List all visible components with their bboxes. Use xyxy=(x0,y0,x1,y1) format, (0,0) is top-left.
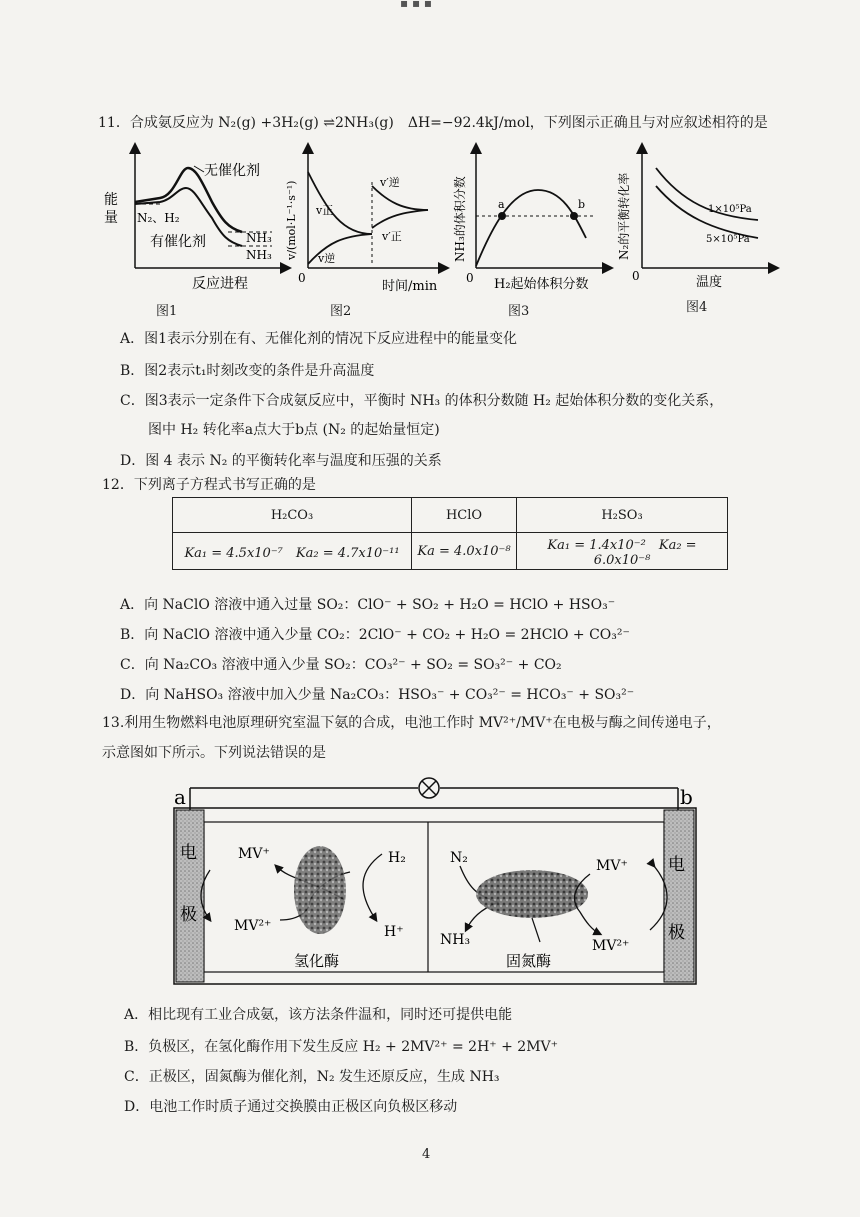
fig2-ylabel: v/(mol·L⁻¹·s⁻¹) xyxy=(285,180,298,260)
fig3-xlabel: H₂起始体积分数 xyxy=(494,277,589,292)
fig2-curve-forward-after xyxy=(372,210,428,228)
fig1-caption: 图1 xyxy=(156,304,178,319)
left-mv-plus: MV⁺ xyxy=(238,846,270,862)
q13-option-c: C．正极区，固氮酶为催化剂，N₂ 发生还原反应，生成 NH₃ xyxy=(124,1069,500,1085)
q13-option-b: B．负极区，在氢化酶作用下发生反应 H₂ + 2MV²⁺ = 2H⁺ + 2MV⁺ xyxy=(124,1039,559,1055)
fig2-curve-reverse-after xyxy=(372,186,428,210)
hydrogenase-icon xyxy=(294,846,346,934)
fig3-point-a xyxy=(498,212,506,220)
q12-option-d: D．向 NaHSO₃ 溶液中加入少量 Na₂CO₃：HSO₃⁻ + CO₃²⁻ = HCO₃⁻ + SO₃²⁻ xyxy=(120,687,635,703)
fig4-conversion-graph xyxy=(612,142,777,292)
electrode-left-char1: 电 xyxy=(180,843,197,863)
left-h2: H₂ xyxy=(388,850,406,866)
fig1-xlabel: 反应进程 xyxy=(192,276,248,292)
fuel-cell-diagram xyxy=(160,770,720,990)
q13-stem-line2: 示意图如下所示。下列说法错误的是 xyxy=(102,745,326,761)
fig1-label-no-catalyst: 无催化剂 xyxy=(204,163,260,179)
fig2-caption: 图2 xyxy=(330,304,352,319)
header-mark: ▪ ▪ ▪ xyxy=(400,0,433,10)
fig2-label-vneg: v逆 xyxy=(318,252,336,265)
fig4-label-1e5: 1×10⁵Pa xyxy=(708,204,752,215)
cell-outer xyxy=(174,808,696,984)
fig3-caption: 图3 xyxy=(508,304,530,319)
ka-header-hclo: HClO xyxy=(412,498,517,533)
right-mv-plus: MV⁺ xyxy=(596,858,628,874)
fig2-curve-forward xyxy=(308,172,372,234)
fig2-label-vneg2: v′逆 xyxy=(380,176,400,189)
fig1-label-catalyst: 有催化剂 xyxy=(150,234,206,250)
ka-header-h2so3: H₂SO₃ xyxy=(517,498,728,533)
fig2-label-vpos2: v′正 xyxy=(382,230,402,243)
left-h-plus: H⁺ xyxy=(384,924,404,940)
fig2-rate-graph xyxy=(285,142,448,294)
q12-option-c: C．向 Na₂CO₃ 溶液中通入少量 SO₂：CO₃²⁻ + SO₂ = SO₃²⁻ + CO₂ xyxy=(120,657,562,673)
fig3-curve xyxy=(476,190,586,266)
q12-stem: 12．下列离子方程式书写正确的是 xyxy=(102,477,316,493)
right-mv-2plus: MV²⁺ xyxy=(592,938,630,954)
fig3-label-b: b xyxy=(578,198,586,211)
fig3-volume-fraction-graph xyxy=(450,142,610,292)
q11-option-c-cont: 图中 H₂ 转化率a点大于b点 (N₂ 的起始量恒定) xyxy=(120,422,440,438)
fig2-label-vpos: v正 xyxy=(316,204,334,217)
q11-option-d: D．图 4 表示 N₂ 的平衡转化率与温度和压强的关系 xyxy=(120,453,442,469)
fig4-origin: 0 xyxy=(632,269,640,283)
ka-header-h2co3: H₂CO₃ xyxy=(173,498,412,533)
q13-stem-line1: 13.利用生物燃料电池原理研究室温下氨的合成，电池工作时 MV²⁺/MV⁺在电极与酶之间传递电子， xyxy=(102,715,721,731)
label-electrode-a: a xyxy=(174,785,186,809)
q12-option-a: A．向 NaClO 溶液中通入过量 SO₂：ClO⁻ + SO₂ + H₂O = HClO + HSO₃⁻ xyxy=(120,597,616,613)
ka-value-h2co3: Ka₁ = 4.5x10⁻⁷ Ka₂ = 4.7x10⁻¹¹ xyxy=(173,533,412,570)
fig1-label-product-1: NH₃ xyxy=(246,231,272,245)
fig4-ylabel: N₂的平衡转化率 xyxy=(617,172,631,260)
fig3-point-b xyxy=(570,212,578,220)
q13-option-a: A．相比现有工业合成氨，该方法条件温和，同时还可提供电能 xyxy=(124,1007,513,1023)
fig3-origin: 0 xyxy=(466,271,474,285)
fig1-label-reactants: N₂、H₂ xyxy=(137,211,180,225)
enzyme-left-label: 氢化酶 xyxy=(294,952,340,970)
electrode-left-char2: 极 xyxy=(180,905,197,925)
fig1-ylabel-bottom: 量 xyxy=(104,210,118,226)
enzyme-right-label: 固氮酶 xyxy=(506,952,552,970)
fig1-energy-diagram xyxy=(100,142,290,292)
fig4-xlabel: 温度 xyxy=(696,275,723,290)
page-number: 4 xyxy=(422,1147,431,1162)
ka-table xyxy=(172,497,728,570)
electrode-left xyxy=(176,810,204,982)
ka-value-hclo: Ka = 4.0x10⁻⁸ xyxy=(412,533,517,570)
right-n2: N₂ xyxy=(450,850,468,866)
label-electrode-b: b xyxy=(680,785,693,809)
fig4-label-5e5: 5×10⁵Pa xyxy=(706,234,750,245)
electrode-right xyxy=(664,810,694,982)
fig4-caption: 图4 xyxy=(686,300,708,315)
fig2-origin: 0 xyxy=(298,271,306,285)
q13-option-d: D．电池工作时质子通过交换膜由正极区向负极区移动 xyxy=(124,1099,458,1115)
left-mv-2plus: MV²⁺ xyxy=(234,918,272,934)
fig3-label-a: a xyxy=(498,198,505,211)
q11-option-a: A．图1表示分别在有、无催化剂的情况下反应进程中的能量变化 xyxy=(120,331,518,347)
ka-value-h2so3: Ka₁ = 1.4x10⁻² Ka₂ = 6.0x10⁻⁸ xyxy=(517,533,728,570)
fig1-ylabel-top: 能 xyxy=(104,192,118,208)
q12-option-b: B．向 NaClO 溶液中通入少量 CO₂：2ClO⁻ + CO₂ + H₂O = 2HClO + CO₃²⁻ xyxy=(120,627,630,643)
q11-option-c: C．图3表示一定条件下合成氨反应中，平衡时 NH₃ 的体积分数随 H₂ 起始体积分数的变化关系， xyxy=(120,393,724,409)
fig2-xlabel: 时间/min xyxy=(382,279,438,294)
q11-stem: 11．合成氨反应为 N₂(g) +3H₂(g) ⇌2NH₃(g) ΔH=−92.4kJ/mol，下列图示正确且与对应叙述相符的是 xyxy=(98,115,768,131)
q11-option-b: B．图2表示t₁时刻改变的条件是升高温度 xyxy=(120,363,375,379)
nitrogenase-icon xyxy=(476,870,588,918)
electrode-right-char1: 电 xyxy=(668,855,685,875)
fig1-label-product-2: NH₃ xyxy=(246,248,272,262)
electrode-right-char2: 极 xyxy=(668,923,685,943)
fig3-ylabel: NH₃的体积分数 xyxy=(453,176,467,262)
right-nh3: NH₃ xyxy=(440,932,471,948)
